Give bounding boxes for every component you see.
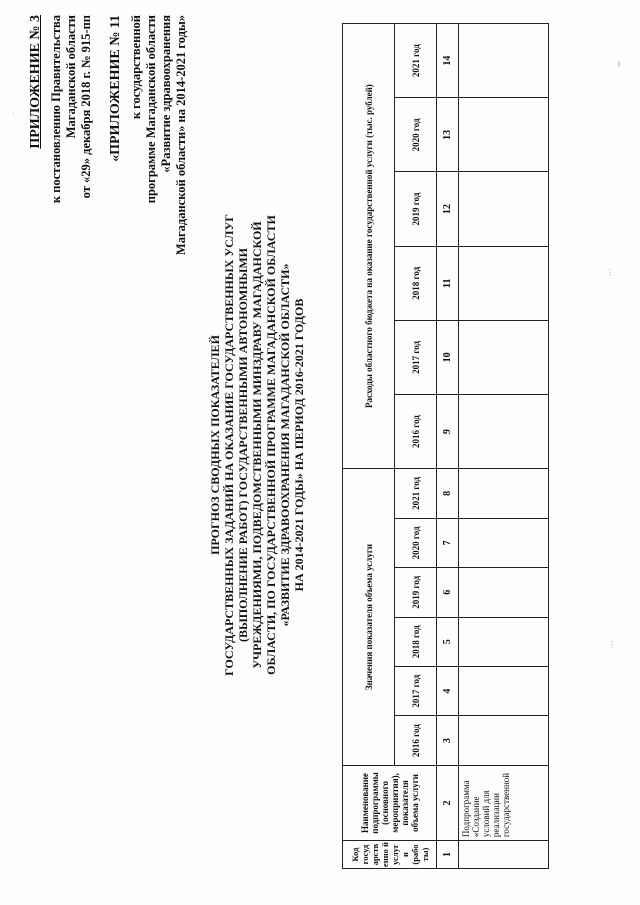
- column-number: 4: [437, 666, 459, 715]
- table-cell: [459, 469, 549, 518]
- title-line: НА 2014-2021 ГОДЫ» НА ПЕРИОД 2016-2021 ГОДОВ: [292, 298, 306, 592]
- column-number: 14: [437, 24, 459, 98]
- column-number: 8: [437, 469, 459, 518]
- header-year: 2017 год: [395, 666, 437, 715]
- header-volume-group: Значения показателя объема услуги: [343, 469, 395, 766]
- header-year: 2020 год: [395, 518, 437, 567]
- header-year: 2018 год: [395, 246, 437, 320]
- title-line: УЧРЕЖДЕНИЯМИ, ПОДВЕДОМСТВЕННЫМИ МИНЗДРАВУ МАГАДАНСКОЙ: [250, 221, 264, 669]
- column-number: 10: [437, 320, 459, 394]
- header-year: 2019 год: [395, 172, 437, 246]
- annex-block: [28, 0, 189, 905]
- header-year: 2020 год: [395, 98, 437, 172]
- header-year: 2016 год: [395, 716, 437, 765]
- subprogram-name-cell: Подпрограмма «Создание условий для реализации государственной: [459, 765, 549, 840]
- table-cell: [459, 518, 549, 567]
- annex-line: Магаданской области» на 2014-2021 годы»: [174, 15, 188, 256]
- table-cell: [459, 666, 549, 715]
- column-number: 2: [437, 765, 459, 840]
- header-budget-group: Расходы областного бюджета на оказание государственной услуги (тыс. рублей): [343, 24, 395, 469]
- scan-artifact: ‖: [618, 60, 621, 69]
- column-number: 11: [437, 246, 459, 320]
- annex-line: к государственной: [129, 15, 143, 120]
- annex-line: программе Магаданской области: [144, 15, 158, 204]
- annex-sub-number: «ПРИЛОЖЕНИЕ № 11: [108, 15, 123, 162]
- column-number: 7: [437, 518, 459, 567]
- annex-line: к постановлению Правительства: [49, 15, 63, 204]
- column-number: 6: [437, 568, 459, 617]
- scan-artifact: ⋮: [606, 268, 614, 277]
- document-title: [208, 145, 306, 745]
- title-line: (ВЫПОЛНЕНИЕ РАБОТ) ГОСУДАРСТВЕННЫМИ АВТОНОМНЫМИ: [236, 247, 250, 643]
- table-cell: [459, 246, 549, 320]
- annex-number: ПРИЛОЖЕНИЕ № 3: [28, 15, 43, 149]
- column-number: 1: [437, 841, 459, 869]
- header-year: 2018 год: [395, 617, 437, 666]
- table-cell: [459, 716, 549, 765]
- header-year: 2019 год: [395, 568, 437, 617]
- table-cell: [459, 24, 549, 98]
- column-number: 13: [437, 98, 459, 172]
- header-code: Код госуд арств енно й услуг и (рабо ты): [343, 841, 437, 869]
- table-cell: [459, 172, 549, 246]
- table-cell: [459, 395, 549, 469]
- title-line: ПРОГНОЗ СВОДНЫХ ПОКАЗАТЕЛЕЙ: [208, 335, 222, 555]
- column-number: 12: [437, 172, 459, 246]
- column-number: 5: [437, 617, 459, 666]
- header-year: 2016 год: [395, 395, 437, 469]
- header-year: 2017 год: [395, 320, 437, 394]
- indicators-table: [342, 23, 549, 869]
- title-line: ОБЛАСТИ, ПО ГОСУДАРСТВЕННОЙ ПРОГРАММЕ МАГАДАНСКОЙ ОБЛАСТИ: [264, 215, 278, 675]
- table-cell: [459, 320, 549, 394]
- table-cell: [459, 617, 549, 666]
- header-year: 2021 год: [395, 469, 437, 518]
- annex-line: «Развитие здравоохранения: [159, 15, 173, 173]
- table-cell: [459, 568, 549, 617]
- table-cell: [459, 98, 549, 172]
- header-year: 2021 год: [395, 24, 437, 98]
- title-line: «РАЗВИТИЕ ЗДРАВООХРАНЕНИЯ МАГАДАНСКОЙ ОБЛАСТИ»: [278, 263, 292, 627]
- column-number: 9: [437, 395, 459, 469]
- annex-line: Магаданской области: [64, 15, 78, 139]
- header-name: Наименование подпрограммы (основного мероприятия), показателя объема услуги: [343, 765, 437, 840]
- annex-decree-date: от «29» декабря 2018 г. № 915-пп: [79, 15, 93, 199]
- scan-artifact: ·: [12, 110, 15, 119]
- scan-artifact: ⋮: [608, 640, 616, 649]
- title-line: ГОСУДАРСТВЕННЫХ ЗАДАНИЙ НА ОКАЗАНИЕ ГОСУДАРСТВЕННЫХ УСЛУГ: [222, 214, 236, 676]
- column-number: 3: [437, 716, 459, 765]
- table-cell: [459, 841, 549, 869]
